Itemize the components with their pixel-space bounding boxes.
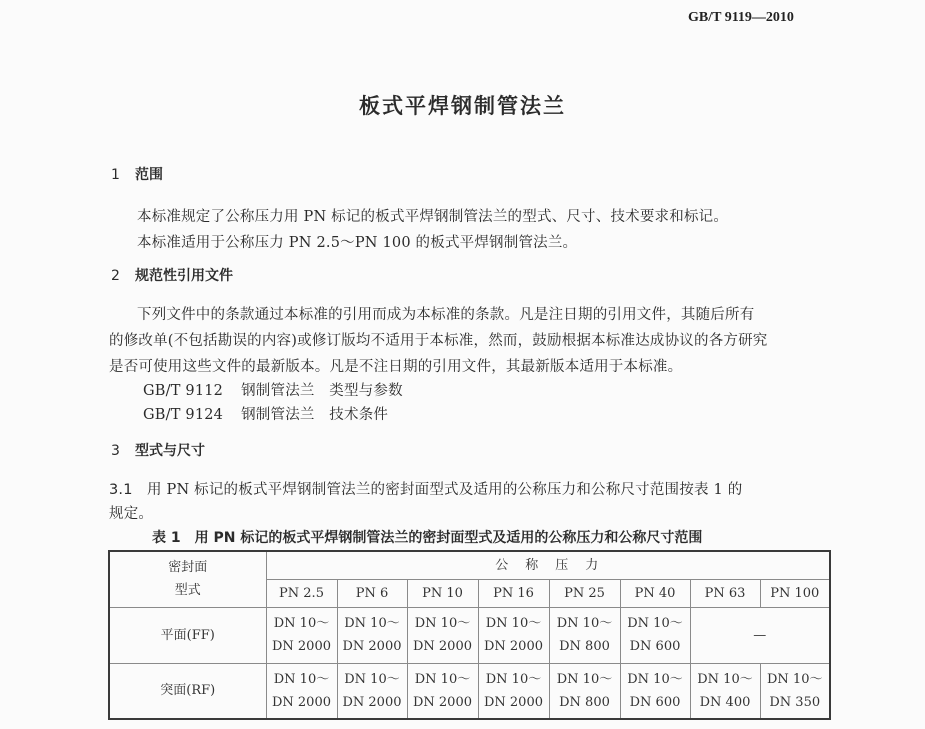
row-header-cell <box>109 551 266 607</box>
section-1-paragraph-2: 本标准适用于公称压力 PN 2.5～PN 100 的板式平焊钢制管法兰。 <box>137 235 578 251</box>
document-title: 板式平焊钢制管法兰 <box>359 94 566 118</box>
reference-code: GB/T 9124 <box>143 407 224 423</box>
clause-3-1-line-2: 规定。 <box>109 506 154 522</box>
row-header-line-1: 密封面 <box>168 560 208 576</box>
table-row-rf <box>109 663 830 719</box>
row-header-line-2: 型式 <box>174 583 201 599</box>
standard-number: GB/T 9119—2010 <box>688 10 794 25</box>
table-cell: DN 10～ DN 400 <box>690 663 760 719</box>
section-2-heading <box>111 265 233 285</box>
column-header: PN 2.5 <box>266 579 337 607</box>
section-title: 规范性引用文件 <box>135 268 233 284</box>
table-cell: DN 10～ DN 600 <box>620 663 690 719</box>
table-cell: DN 10～ DN 2000 <box>337 663 407 719</box>
reference-title: 钢制管法兰 类型与参数 <box>241 383 403 399</box>
column-header: PN 25 <box>549 579 620 607</box>
section-3-heading <box>111 440 205 460</box>
table-1 <box>108 550 831 720</box>
reference-title: 钢制管法兰 技术条件 <box>241 407 389 423</box>
section-2-paragraph-line-3: 是否可使用这些文件的最新版本。凡是不注日期的引用文件，其最新版本适用于本标准。 <box>109 359 683 375</box>
table-cell: DN 10～ DN 2000 <box>266 607 337 663</box>
table-1-caption: 表 1 用 PN 标记的板式平焊钢制管法兰的密封面型式及适用的公称压力和公称尺寸范围 <box>152 530 703 546</box>
table-cell-not-applicable: — <box>690 607 830 663</box>
row-label: 平面(FF) <box>109 607 266 663</box>
table-cell: DN 10～ DN 2000 <box>478 607 549 663</box>
table-cell: DN 10～ DN 600 <box>620 607 690 663</box>
section-1-paragraph-1: 本标准规定了公称压力用 PN 标记的板式平焊钢制管法兰的型式、尺寸、技术要求和标记。 <box>137 209 729 225</box>
row-label: 突面(RF) <box>109 663 266 719</box>
section-1-heading <box>111 164 163 184</box>
clause-text: 用 PN 标记的板式平焊钢制管法兰的密封面型式及适用的公称压力和公称尺寸范围按表 1 的 <box>147 482 743 498</box>
table-cell: DN 10～ DN 2000 <box>478 663 549 719</box>
reference-gbt-9112 <box>143 379 403 400</box>
table-cell: DN 10～ DN 2000 <box>407 663 478 719</box>
table-cell: DN 10～ DN 350 <box>760 663 830 719</box>
table-cell: DN 10～ DN 2000 <box>407 607 478 663</box>
clause-number: 3.1 <box>109 482 133 498</box>
table-cell: DN 10～ DN 800 <box>549 663 620 719</box>
table-header-row-1 <box>109 551 830 579</box>
table-cell: DN 10～ DN 2000 <box>266 663 337 719</box>
column-header: PN 63 <box>690 579 760 607</box>
column-header: PN 10 <box>407 579 478 607</box>
clause-3-1-line-1 <box>109 478 742 499</box>
column-header: PN 100 <box>760 579 830 607</box>
table-row-ff <box>109 607 830 663</box>
section-number: 2 <box>111 268 120 284</box>
column-header: PN 16 <box>478 579 549 607</box>
table-cell: DN 10～ DN 800 <box>549 607 620 663</box>
section-title: 范围 <box>135 167 163 183</box>
reference-code: GB/T 9112 <box>143 383 224 399</box>
section-title: 型式与尺寸 <box>135 443 205 459</box>
section-2-paragraph-line-1: 下列文件中的条款通过本标准的引用而成为本标准的条款。凡是注日期的引用文件，其随后所有 <box>137 307 755 323</box>
reference-gbt-9124 <box>143 403 388 424</box>
column-header: PN 6 <box>337 579 407 607</box>
column-header: PN 40 <box>620 579 690 607</box>
group-header-nominal-pressure: 公 称 压 力 <box>266 551 830 579</box>
section-number: 3 <box>111 443 120 459</box>
section-number: 1 <box>111 167 120 183</box>
table-cell: DN 10～ DN 2000 <box>337 607 407 663</box>
section-2-paragraph-line-2: 的修改单(不包括勘误的内容)或修订版均不适用于本标准，然而，鼓励根据本标准达成协议的各方研究 <box>109 333 768 349</box>
